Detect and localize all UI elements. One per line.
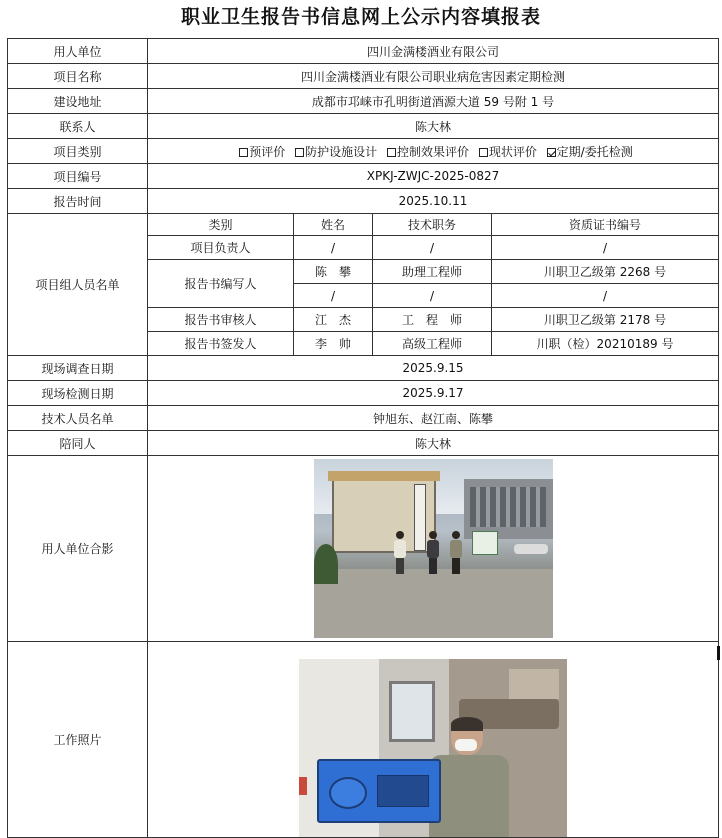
survey-date-label: 现场调查日期 xyxy=(8,356,148,381)
checkbox-icon[interactable] xyxy=(387,148,396,157)
page-edge-mark xyxy=(717,646,720,660)
team-cert-cell: 川职（检）20210189 号 xyxy=(492,332,719,356)
sampling-device-image xyxy=(317,759,441,823)
person-figure xyxy=(427,531,439,575)
report-time-label: 报告时间 xyxy=(8,189,148,214)
group-photo xyxy=(314,459,553,638)
employer-label: 用人单位 xyxy=(8,39,148,64)
team-cert-cell: / xyxy=(492,284,719,308)
row-companion xyxy=(8,431,719,456)
category-option-protection-design[interactable]: 防护设施设计 xyxy=(289,145,377,159)
technicians-value: 钟旭东、赵江南、陈攀 xyxy=(148,406,719,431)
contact-label: 联系人 xyxy=(8,114,148,139)
person-figure xyxy=(394,531,406,575)
team-cert-cell: 川职卫乙级第 2268 号 xyxy=(492,260,719,284)
category-option-pre-eval[interactable]: 预评价 xyxy=(233,145,285,159)
companion-label: 陪同人 xyxy=(8,431,148,456)
checkbox-icon[interactable] xyxy=(239,148,248,157)
work-photo-cell xyxy=(148,642,719,838)
address-value: 成都市邛崃市孔明街道酒源大道 59 号附 1 号 xyxy=(148,89,719,114)
team-name-cell: / xyxy=(294,236,373,260)
building-image xyxy=(464,479,553,539)
row-survey-date xyxy=(8,356,719,381)
row-category xyxy=(8,139,719,164)
test-date-value: 2025.9.17 xyxy=(148,381,719,406)
employer-value: 四川金满楼酒业有限公司 xyxy=(148,39,719,64)
row-test-date xyxy=(8,381,719,406)
category-option-control-effect[interactable]: 控制效果评价 xyxy=(381,145,469,159)
project-name-label: 项目名称 xyxy=(8,64,148,89)
team-title-cell: / xyxy=(373,284,492,308)
group-photo-label: 用人单位合影 xyxy=(8,456,148,642)
team-col-type: 类别 xyxy=(148,214,294,236)
survey-date-value: 2025.9.15 xyxy=(148,356,719,381)
row-project-name xyxy=(8,64,719,89)
team-type-cell: 报告书审核人 xyxy=(148,308,294,332)
team-name-cell: / xyxy=(294,284,373,308)
work-photo xyxy=(299,659,567,837)
team-name-cell: 李 帅 xyxy=(294,332,373,356)
row-report-time xyxy=(8,189,719,214)
team-title-cell: 助理工程师 xyxy=(373,260,492,284)
project-name-value: 四川金满楼酒业有限公司职业病危害因素定期检测 xyxy=(148,64,719,89)
report-info-table xyxy=(7,38,719,838)
row-contact xyxy=(8,114,719,139)
group-photo-cell xyxy=(148,456,719,642)
team-type-cell: 项目负责人 xyxy=(148,236,294,260)
team-col-title: 技术职务 xyxy=(373,214,492,236)
team-name-cell: 陈 攀 xyxy=(294,260,373,284)
team-title-cell: 高级工程师 xyxy=(373,332,492,356)
worker-figure xyxy=(429,719,509,837)
technicians-label: 技术人员名单 xyxy=(8,406,148,431)
team-type-cell: 报告书签发人 xyxy=(148,332,294,356)
team-cert-cell: 川职卫乙级第 2178 号 xyxy=(492,308,719,332)
team-header-row xyxy=(8,214,719,236)
checkbox-checked-icon[interactable] xyxy=(547,148,556,157)
page-title: 职业卫生报告书信息网上公示内容填报表 xyxy=(180,6,541,28)
team-title-cell: / xyxy=(373,236,492,260)
project-no-value: XPKJ-ZWJC-2025-0827 xyxy=(148,164,719,189)
checkbox-icon[interactable] xyxy=(295,148,304,157)
test-date-label: 现场检测日期 xyxy=(8,381,148,406)
category-options xyxy=(148,139,719,164)
row-group-photo xyxy=(8,456,719,642)
person-figure xyxy=(450,531,462,575)
team-col-cert: 资质证书编号 xyxy=(492,214,719,236)
row-project-no xyxy=(8,164,719,189)
contact-value: 陈大林 xyxy=(148,114,719,139)
team-type-cell: 报告书编写人 xyxy=(148,260,294,308)
team-label: 项目组人员名单 xyxy=(8,214,148,356)
company-plaque-image xyxy=(414,484,426,551)
team-name-cell: 江 杰 xyxy=(294,308,373,332)
address-label: 建设地址 xyxy=(8,89,148,114)
row-work-photo xyxy=(8,642,719,838)
row-address xyxy=(8,89,719,114)
team-col-name: 姓名 xyxy=(294,214,373,236)
team-title-cell: 工 程 师 xyxy=(373,308,492,332)
report-time-value: 2025.10.11 xyxy=(148,189,719,214)
row-technicians xyxy=(8,406,719,431)
row-employer xyxy=(8,39,719,64)
project-no-label: 项目编号 xyxy=(8,164,148,189)
companion-value: 陈大林 xyxy=(148,431,719,456)
checkbox-icon[interactable] xyxy=(479,148,488,157)
category-label: 项目类别 xyxy=(8,139,148,164)
work-photo-label: 工作照片 xyxy=(8,642,148,838)
category-option-status-eval[interactable]: 现状评价 xyxy=(473,145,537,159)
team-cert-cell: / xyxy=(492,236,719,260)
category-option-periodic-test[interactable]: 定期/委托检测 xyxy=(541,145,633,159)
